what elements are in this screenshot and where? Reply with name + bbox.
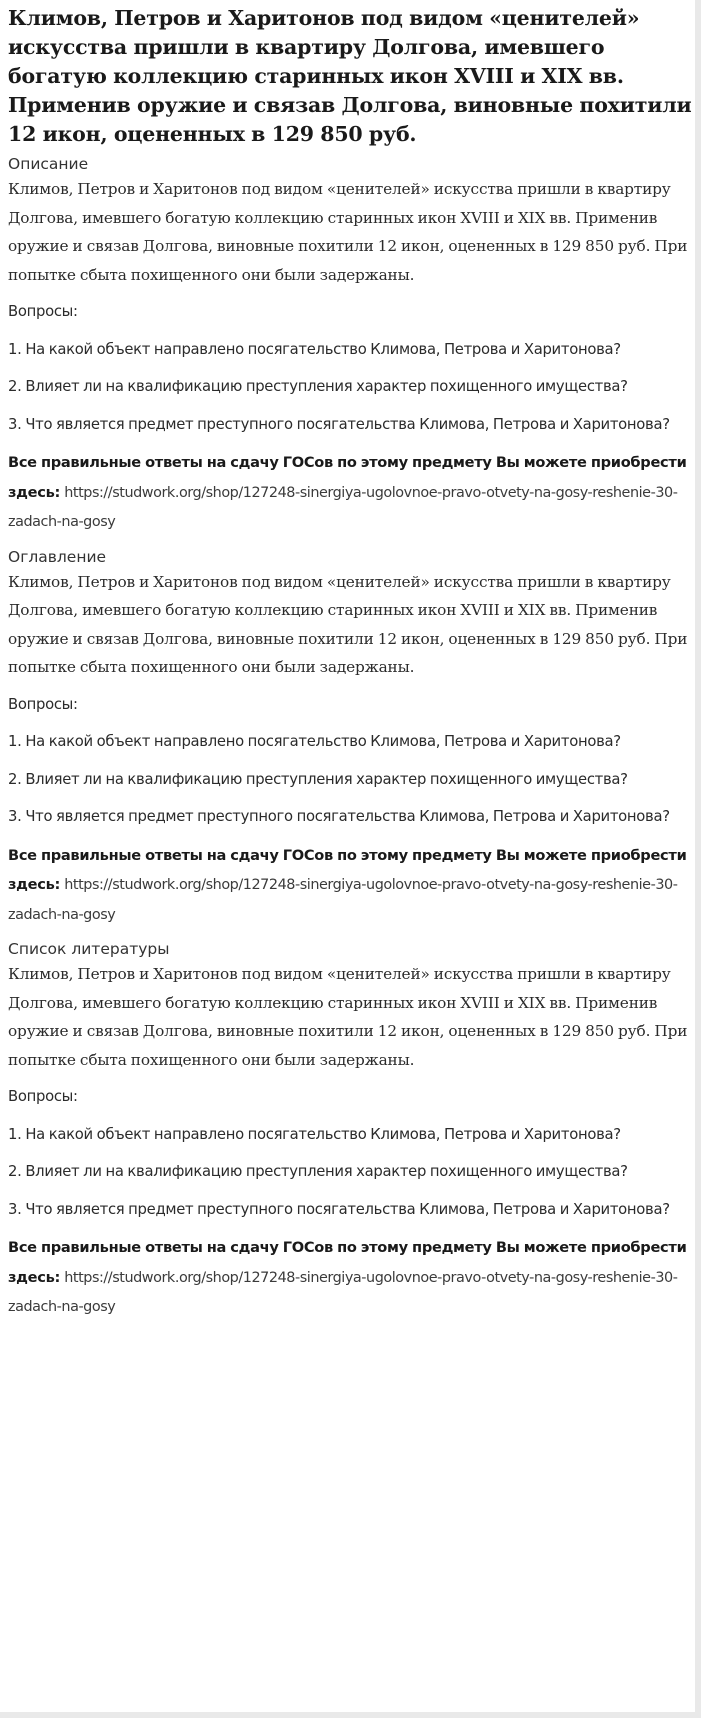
section-description-text: Климов, Петров и Харитонов под видом «ценителей» искусства пришли в квартиру Долгова, имевшего богатую коллекцию старинных икон XVIII и XIX вв. Применив оружие и связав Долгова, виновные похитили 12 икон, оцененных в 129 850 руб. При попытке сбыта похищенного они были задержаны. — [8, 572, 688, 676]
section-heading: Оглавление — [8, 547, 107, 566]
questions-label: Вопросы: — [8, 695, 78, 713]
promo-bold-text: Все правильные ответы на сдачу ГОСов по этому предмету Вы можете приобрести здесь: — [8, 846, 687, 893]
section-heading: Список литературы — [8, 940, 170, 958]
question-item: 1. На какой объект направлено посягательство Климова, Петрова и Харитонова? — [8, 340, 621, 358]
section-description-text: Климов, Петров и Харитонов под видом «ценителей» искусства пришли в квартиру Долгова, имевшего богатую коллекцию старинных икон XVIII и XIX вв. Применив оружие и связав Долгова, виновные похитили 12 икон, оцененных в 129 850 руб. При попытке сбыта похищенного они были задержаны. — [8, 180, 688, 284]
section-heading: Описание — [8, 155, 89, 173]
promo-bold-text: Все правильные ответы на сдачу ГОСов по этому предмету Вы можете приобрести здесь: — [8, 454, 687, 501]
shop-link[interactable]: https://studwork.org/shop/127248-sinergiya-ugolovnoe-pravo-otvety-na-gosy-reshenie-30-zadach-na-gosy — [8, 1269, 678, 1315]
question-item: 1. На какой объект направлено посягательство Климова, Петрова и Харитонова? — [8, 1125, 621, 1143]
question-item: 3. Что является предмет преступного посягательства Климова, Петрова и Харитонова? — [8, 808, 670, 825]
promo-paragraph — [8, 1233, 693, 1322]
section-description-text: Климов, Петров и Харитонов под видом «ценителей» искусства пришли в квартиру Долгова, имевшего богатую коллекцию старинных икон XVIII и XIX вв. Применив оружие и связав Долгова, виновные похитили 12 икон, оцененных в 129 850 руб. При попытке сбыта похищенного они были задержаны. — [8, 965, 688, 1069]
promo-paragraph — [8, 448, 693, 537]
shop-link[interactable]: https://studwork.org/shop/127248-sinergiya-ugolovnoe-pravo-otvety-na-gosy-reshenie-30-zadach-na-gosy — [8, 484, 678, 530]
section-bibliography — [8, 938, 693, 1322]
section-description — [8, 153, 693, 537]
section-contents — [8, 546, 693, 930]
question-item: 2. Влияет ли на квалификацию преступления характер похищенного имущества? — [8, 378, 628, 395]
question-item: 2. Влияет ли на квалификацию преступления характер похищенного имущества? — [8, 1163, 628, 1180]
shop-link[interactable]: https://studwork.org/shop/127248-sinergiya-ugolovnoe-pravo-otvety-na-gosy-reshenie-30-zadach-na-gosy — [8, 877, 678, 923]
questions-label: Вопросы: — [8, 1088, 78, 1105]
question-item: 3. Что является предмет преступного посягательства Климова, Петрова и Харитонова? — [8, 415, 670, 433]
promo-bold-text: Все правильные ответы на сдачу ГОСов по этому предмету Вы можете приобрести здесь: — [8, 1239, 687, 1286]
question-item: 1. На какой объект направлено посягательство Климова, Петрова и Харитонова? — [8, 733, 621, 750]
question-item: 3. Что является предмет преступного посягательства Климова, Петрова и Харитонова? — [8, 1200, 670, 1218]
question-item: 2. Влияет ли на квалификацию преступления характер похищенного имущества? — [8, 770, 628, 788]
questions-label: Вопросы: — [8, 303, 78, 320]
promo-paragraph — [8, 841, 693, 930]
page-title: Климов, Петров и Харитонов под видом «ценителей» искусства пришли в квартиру Долгова, имевшего богатую коллекцию старинных икон XVIII и XIX вв. Применив оружие и связав Долгова, виновные похитили 12 икон, оцененных в 129 850 руб. — [8, 6, 692, 146]
